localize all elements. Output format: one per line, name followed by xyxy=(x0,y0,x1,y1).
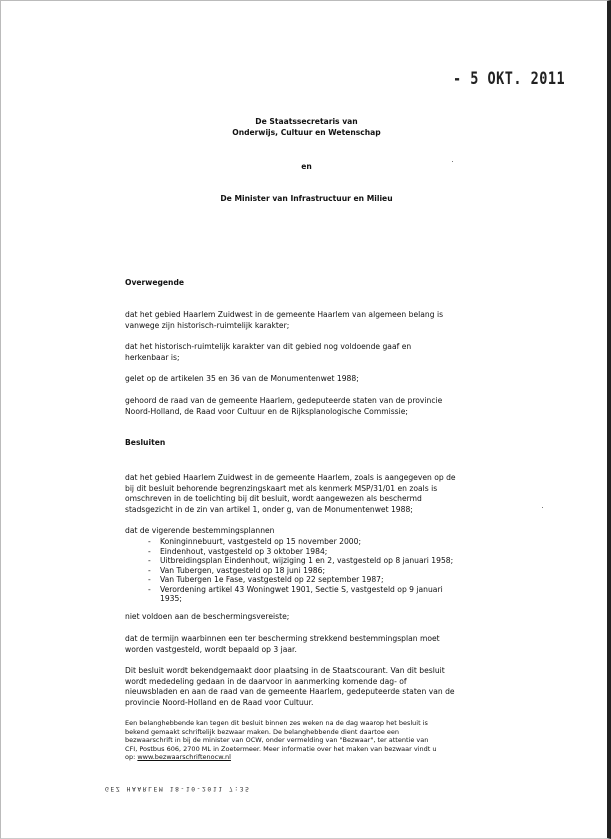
bezwaar-footnote: Een belanghebbende kan tegen dit besluit binnen zes weken na de dag waarop het besluit is bekend gemaakt schriftelijk bezwaar maken. De belanghebbende dient daartoe een bezwaarschrift in bij de minister van OCW, onder vermelding van "Bezwaar", ter attentie van CFI, Postbus 606, 2700 ML in Zoetermeer. Meer informatie over het maken van bezwaar vindt u op: www.bezwaarschriftenocw.nl xyxy=(125,719,437,762)
scan-speck xyxy=(452,161,453,162)
list-item: - Eindenhout, vastgesteld op 3 oktober 1984; xyxy=(148,546,328,556)
besluiten-paragraph-1: dat het gebied Haarlem Zuidwest in de gemeente Haarlem, zoals is aangegeven op de bij dit besluit behorende begrenzingskaart met als kenmerk MSP/31/01 en zoals is omschreven in de toelichting bij dit besluit, wordt aangewezen als beschermd stadsgezicht in de zin van artikel 1, onder g, van de Monumentenwet 1988; xyxy=(125,473,456,514)
besluiten-plans-intro: dat de vigerende bestemmingsplannen xyxy=(125,526,275,535)
header-title-line3: De Minister van Infrastructuur en Milieu xyxy=(220,194,393,203)
overwegende-paragraph-1: dat het gebied Haarlem Zuidwest in de gemeente Haarlem van algemeen belang is vanwege zijn historisch-ruimtelijk karakter; xyxy=(125,310,444,330)
header-title-line1: De Staatssecretaris van xyxy=(255,117,358,126)
list-item: - Uitbreidingsplan Eindenhout, wijziging 1 en 2, vastgesteld op 8 januari 1958; xyxy=(148,556,454,565)
date-stamp: - 5 OKT. 2011 xyxy=(453,69,566,89)
overwegende-paragraph-2: dat het historisch-ruimtelijk karakter van dit gebied nog voldoende gaaf en herkenbaar is; xyxy=(125,342,412,362)
besluiten-plans-outro: niet voldoen aan de beschermingsvereiste; xyxy=(125,612,290,621)
link-prefix: op: xyxy=(125,753,138,762)
header-connector: en xyxy=(301,162,312,171)
receipt-code-strip: GEZ HAARLEM 18-10-2011 7:35 xyxy=(105,785,251,792)
overwegende-heading: Overwegende xyxy=(125,278,185,287)
bezwaar-website-link[interactable]: www.bezwaarschriftenocw.nl xyxy=(137,753,231,762)
bestemmingsplannen-list xyxy=(148,537,453,604)
list-item: - Van Tubergen 1e Fase, vastgesteld op 22 september 1987; xyxy=(148,575,384,584)
besluiten-paragraph-4: Dit besluit wordt bekendgemaakt door plaatsing in de Staatscourant. Van dit besluit wordt mededeling gedaan in de daarvoor in aanmerking komende dag- of nieuwsbladen en aan de raad van de gemeente Haarlem, gedeputeerde staten van de provincie Noord-Holland en de Raad voor Cultuur. xyxy=(125,666,455,707)
scan-speck xyxy=(542,507,543,508)
besluiten-paragraph-3: dat de termijn waarbinnen een ter bescherming strekkend bestemmingsplan moet worden vastgesteld, wordt bepaald op 3 jaar. xyxy=(125,634,440,654)
list-item: - Verordening artikel 43 Woningwet 1901, Sectie S, vastgesteld op 9 januari 1935; xyxy=(148,584,443,603)
header-title-line2: Onderwijs, Cultuur en Wetenschap xyxy=(232,128,381,137)
list-item: - Koninginnebuurt, vastgesteld op 15 november 2000; xyxy=(148,537,361,546)
besluiten-heading: Besluiten xyxy=(125,438,166,447)
list-item: - Van Tubergen, vastgesteld op 18 juni 1986; xyxy=(148,565,326,575)
overwegende-paragraph-3: gelet op de artikelen 35 en 36 van de Monumentenwet 1988; xyxy=(125,374,359,383)
overwegende-paragraph-4: gehoord de raad van de gemeente Haarlem, gedeputeerde staten van de provincie Noord-Holland, de Raad voor Cultuur en de Rijksplanologische Commissie; xyxy=(125,396,443,416)
